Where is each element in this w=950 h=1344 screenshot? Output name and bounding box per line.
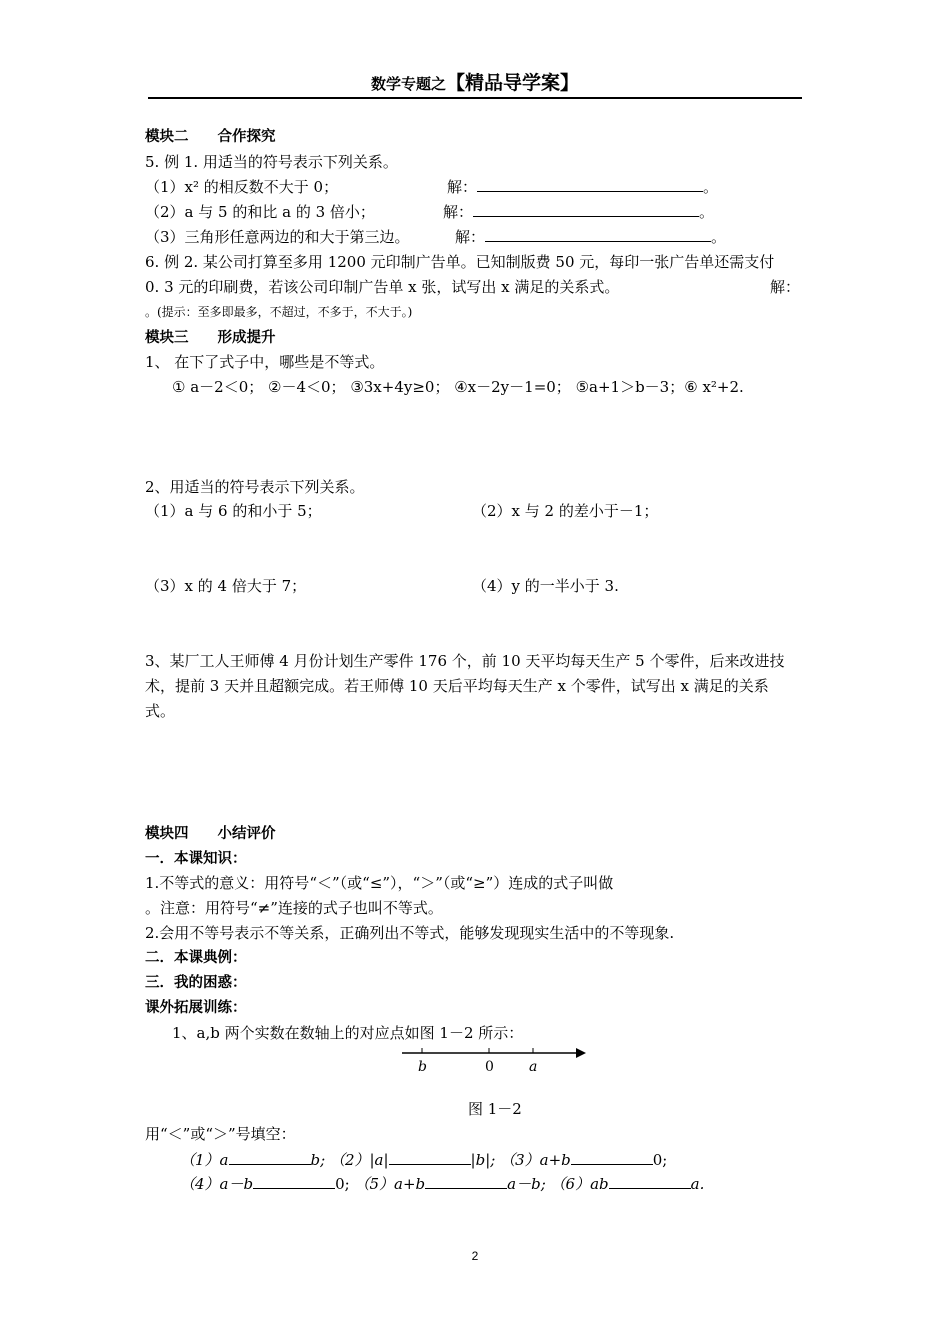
label-0: 0 [485, 1059, 494, 1075]
knowledge-2: 2.会用不等号表示不等关系，正确列出不等式，能够发现现实生活中的不等现象. [145, 924, 675, 942]
extension-problem1: 1、a,b 两个实数在数轴上的对应点如图 1－2 所示： [172, 1024, 524, 1042]
problem2-part4: （4）y 的一半小于 3. [472, 577, 619, 595]
fill-5-right: a－b; [507, 1175, 546, 1193]
header-title: 【精品导学案】 [446, 72, 580, 94]
module4-title: 模块四 小结评价 [145, 826, 276, 842]
knowledge-title: 一．本课知识： [145, 851, 247, 867]
answer-3 [455, 227, 726, 247]
label-b: b [418, 1059, 427, 1075]
problem1-items: ① a－2＜0； ②－4＜0； ③3x+4y≥0； ④x－2y－1=0； ⑤a+1＞b－3；⑥ x²+2. [172, 378, 744, 396]
question-1 [145, 177, 338, 197]
fill-6-left: （6）ab [550, 1175, 609, 1193]
fill-3-left: （3）a+b [500, 1151, 571, 1169]
header-rule [148, 97, 802, 99]
fill-6-right: a. [690, 1175, 705, 1193]
question-2-text: （2）a 与 5 的和比 a 的 3 倍小； [145, 203, 375, 221]
question-2 [145, 202, 375, 222]
examples-title: 二．本课典例： [145, 950, 247, 966]
fill-1-right: b; [310, 1151, 326, 1169]
fill-2-left: （2）|a| [329, 1151, 389, 1169]
problem3-line1: 3、某厂工人王师傅 4 月份计划生产零件 176 个，前 10 天平均每天生产 5 个零件，后来改进技 [145, 652, 785, 670]
answer-blank[interactable] [473, 202, 699, 217]
fill-blank[interactable] [425, 1174, 507, 1189]
fill-2-right: |b|; [470, 1151, 496, 1169]
arrow-head-icon [576, 1048, 586, 1058]
answer-blank[interactable] [485, 227, 711, 242]
problem1-text: 1、 在下了式子中，哪些是不等式。 [145, 353, 385, 371]
fill-4-left: （4）a－b [180, 1175, 254, 1193]
module3-title: 模块三 形成提升 [145, 330, 276, 346]
header-prefix: 数学专题之 [370, 75, 446, 93]
question-3 [145, 227, 410, 247]
problem3-line3: 式。 [145, 702, 176, 720]
fill-blank[interactable] [253, 1174, 335, 1189]
problem2-part1: （1）a 与 6 的和小于 5； [145, 502, 322, 520]
example2-line1: 6. 例 2. 某公司打算至多用 1200 元印制广告单。已知制版费 50 元，每印一张广告单还需支付 [145, 253, 775, 271]
knowledge-1-line1: 1.不等式的意义：用符号“＜”（或“≤”），“＞”（或“≥”）连成的式子叫做 [145, 874, 614, 892]
period: 。 [703, 178, 719, 196]
question-3-text: （3）三角形任意两边的和大于第三边。 [145, 228, 410, 246]
fill-blank[interactable] [389, 1150, 471, 1165]
fill-row-1 [180, 1150, 667, 1170]
answer-label: 解： [447, 178, 478, 196]
answer-blank[interactable] [477, 177, 703, 192]
answer-1 [447, 177, 718, 197]
example2-line2: 0. 3 元的印刷费，若该公司印制广告单 x 张，试写出 x 满足的关系式。 [145, 278, 620, 296]
problem2-text: 2、用适当的符号表示下列关系。 [145, 478, 365, 496]
period: 。 [699, 203, 715, 221]
fill-prompt: 用“＜”或“＞”号填空： [145, 1125, 296, 1143]
fill-5-left: （5）a+b [354, 1175, 426, 1193]
fill-3-right: 0; [652, 1151, 668, 1169]
problem2-part2: （2）x 与 2 的差小于－1； [472, 502, 659, 520]
extension-title: 课外拓展训练： [145, 1000, 247, 1016]
fill-1-left: （1）a [180, 1151, 229, 1169]
period: 。 [711, 228, 727, 246]
answer-label: 解： [455, 228, 486, 246]
number-line-figure [400, 1042, 590, 1076]
page-number: 2 [471, 1249, 479, 1263]
example1-text: 5. 例 1. 用适当的符号表示下列关系。 [145, 153, 398, 171]
label-a: a [529, 1059, 538, 1075]
confusion-title: 三．我的困惑： [145, 975, 247, 991]
answer-label: 解： [443, 203, 474, 221]
fill-blank[interactable] [609, 1174, 691, 1189]
question-1-text: （1）x² 的相反数不大于 0； [145, 178, 339, 196]
example2-hint: 。(提示：至多即最多，不超过，不多于，不大于。) [145, 305, 413, 319]
knowledge-1-line2: 。注意：用符号“≠”连接的式子也叫不等式。 [145, 899, 443, 917]
fill-blank[interactable] [571, 1150, 653, 1165]
module2-title: 模块二 合作探究 [145, 129, 276, 145]
problem3-line2: 术，提前 3 天并且超额完成。若王师傅 10 天后平均每天生产 x 个零件，试写出 x 满足的关系 [145, 677, 769, 695]
page-header [0, 68, 950, 95]
fill-4-right: 0; [335, 1175, 350, 1193]
problem2-part3: （3）x 的 4 倍大于 7； [145, 577, 307, 595]
fill-row-2 [180, 1174, 704, 1194]
figure-caption: 图 1－2 [468, 1100, 522, 1118]
fill-blank[interactable] [229, 1150, 311, 1165]
answer-2 [443, 202, 714, 222]
example2-answer-label: 解： [770, 278, 801, 296]
